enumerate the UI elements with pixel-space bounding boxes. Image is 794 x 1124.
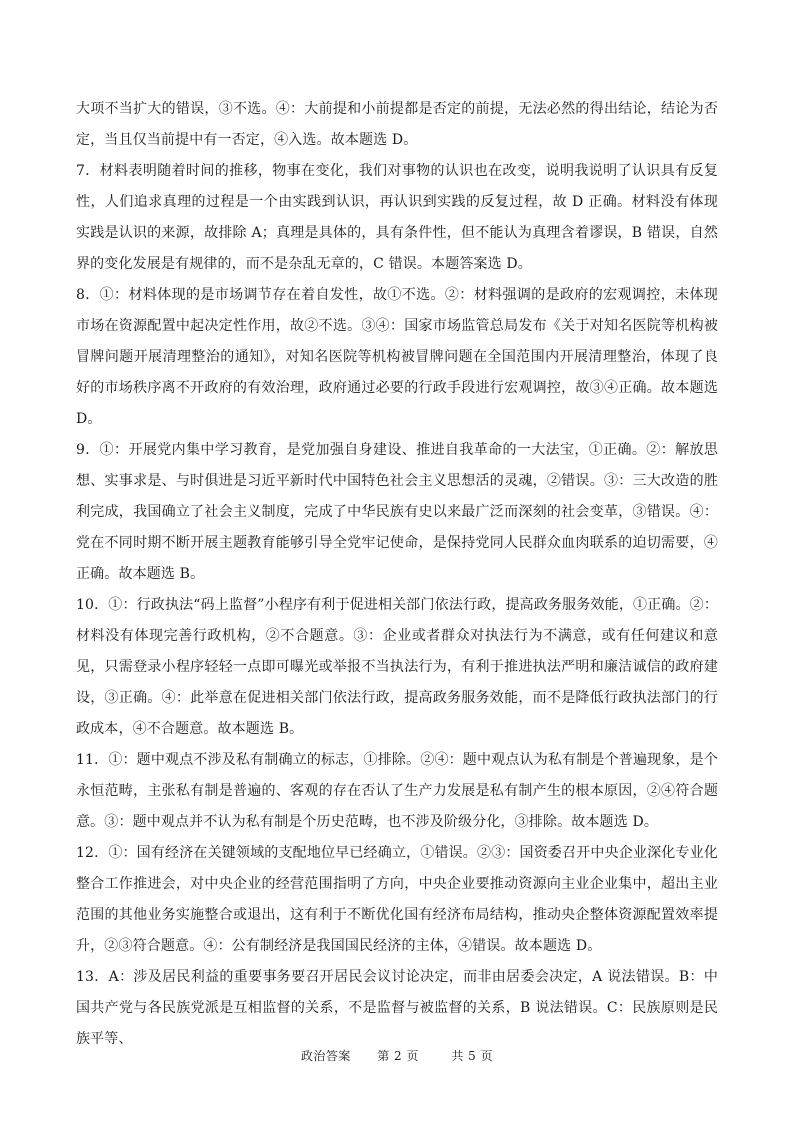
answer-page-body xyxy=(76,94,718,1055)
footer-doc-title: 政治答案 xyxy=(300,1049,351,1063)
answer-paragraph-11: 11．①：题中观点不涉及私有制确立的标志，①排除。②④：题中观点认为私有制是个普遍现象，是个永恒范畴，主张私有制是普遍的、客观的存在否认了生产力发展是私有制产生的根本原因，②④符合题意。③：题中观点并不认为私有制是个历史范畴，也不涉及阶级分化，③排除。故本题选 D。 xyxy=(76,752,718,830)
answer-paragraph-10: 10．①：行政执法“码上监督”小程序有利于促进相关部门依法行政，提高政务服务效能，①正确。②：材料没有体现完善行政机构，②不合题意。③：企业或者群众对执法行为不满意，或有任何建议和意见，只需登录小程序轻轻一点即可曝光或举报不当执法行为，有利于推进执法严明和廉洁诚信的政府建设，③正确。④：此举意在促进相关部门依法行政，提高政务服务效能，而不是降低行政执法部门的行政成本，④不合题意。故本题选 B。 xyxy=(76,597,718,737)
answer-paragraph-8: 8．①：材料体现的是市场调节存在着自发性，故①不选。②：材料强调的是政府的宏观调控，未体现市场在资源配置中起决定性作用，故②不选。③④：国家市场监管总局发布《关于对知名医院等机构被冒牌问题开展清理整治的通知》，对知名医院等机构被冒牌问题在全国范围内开展清理整治，体现了良好的市场秩序离不开政府的有效治理，政府通过必要的行政手段进行宏观调控，故③④正确。故本题选 D。 xyxy=(76,287,718,427)
footer-total-pages: 共 5 页 xyxy=(451,1049,494,1063)
answer-paragraph-7: 7．材料表明随着时间的推移，物事在变化，我们对事物的认识也在改变，说明我说明了认识具有反复性，人们追求真理的过程是一个由实践到认识，再认识到实践的反复过程，故 D 正确。材料没有体现实践是认识的来源，故排除 A；真理是具体的，具有条件性，但不能认为真理含着谬误，B 错误，自然界的变化发展是有规律的，而不是杂乱无章的，C 错误。本题答案选 D。 xyxy=(76,163,718,272)
answer-paragraph-9: 9．①：开展党内集中学习教育，是党加强自身建设、推进自我革命的一大法宝，①正确。②：解放思想、实事求是、与时俱进是习近平新时代中国特色社会主义思想活的灵魂，②错误。③：三大改造的胜利完成，我国确立了社会主义制度，完成了中华民族有史以来最广泛而深刻的社会变革，③错误。④：党在不同时期不断开展主题教育能够引导全党牢记使命，是保持党同人民群众血肉联系的迫切需要，④正确。故本题选 B。 xyxy=(76,442,718,582)
answer-paragraph-continued: 大项不当扩大的错误，③不选。④：大前提和小前提都是否定的前提，无法必然的得出结论，结论为否定，当且仅当前提中有一否定，④入选。故本题选 D。 xyxy=(76,101,718,148)
answer-paragraph-13: 13．A：涉及居民利益的重要事务要召开居民会议讨论决定，而非由居委会决定，A 说法错误。B：中国共产党与各民族党派是互相监督的关系，不是监督与被监督的关系，B 说法错误。C：民族原则是民族平等、 xyxy=(76,969,718,1047)
page-footer xyxy=(0,1047,794,1064)
footer-page-number: 第 2 页 xyxy=(377,1049,419,1063)
answer-paragraph-12: 12．①：国有经济在关键领域的支配地位早已经确立，①错误。②③：国资委召开中央企业深化专业化整合工作推进会，对中央企业的经营范围指明了方向，中央企业要推动资源向主业企业集中，超出主业范围的其他业务实施整合或退出，这有利于不断优化国有经济布局结构，推动央企整体资源配置效率提升，②③符合题意。④：公有制经济是我国国民经济的主体，④错误。故本题选 D。 xyxy=(76,845,718,954)
